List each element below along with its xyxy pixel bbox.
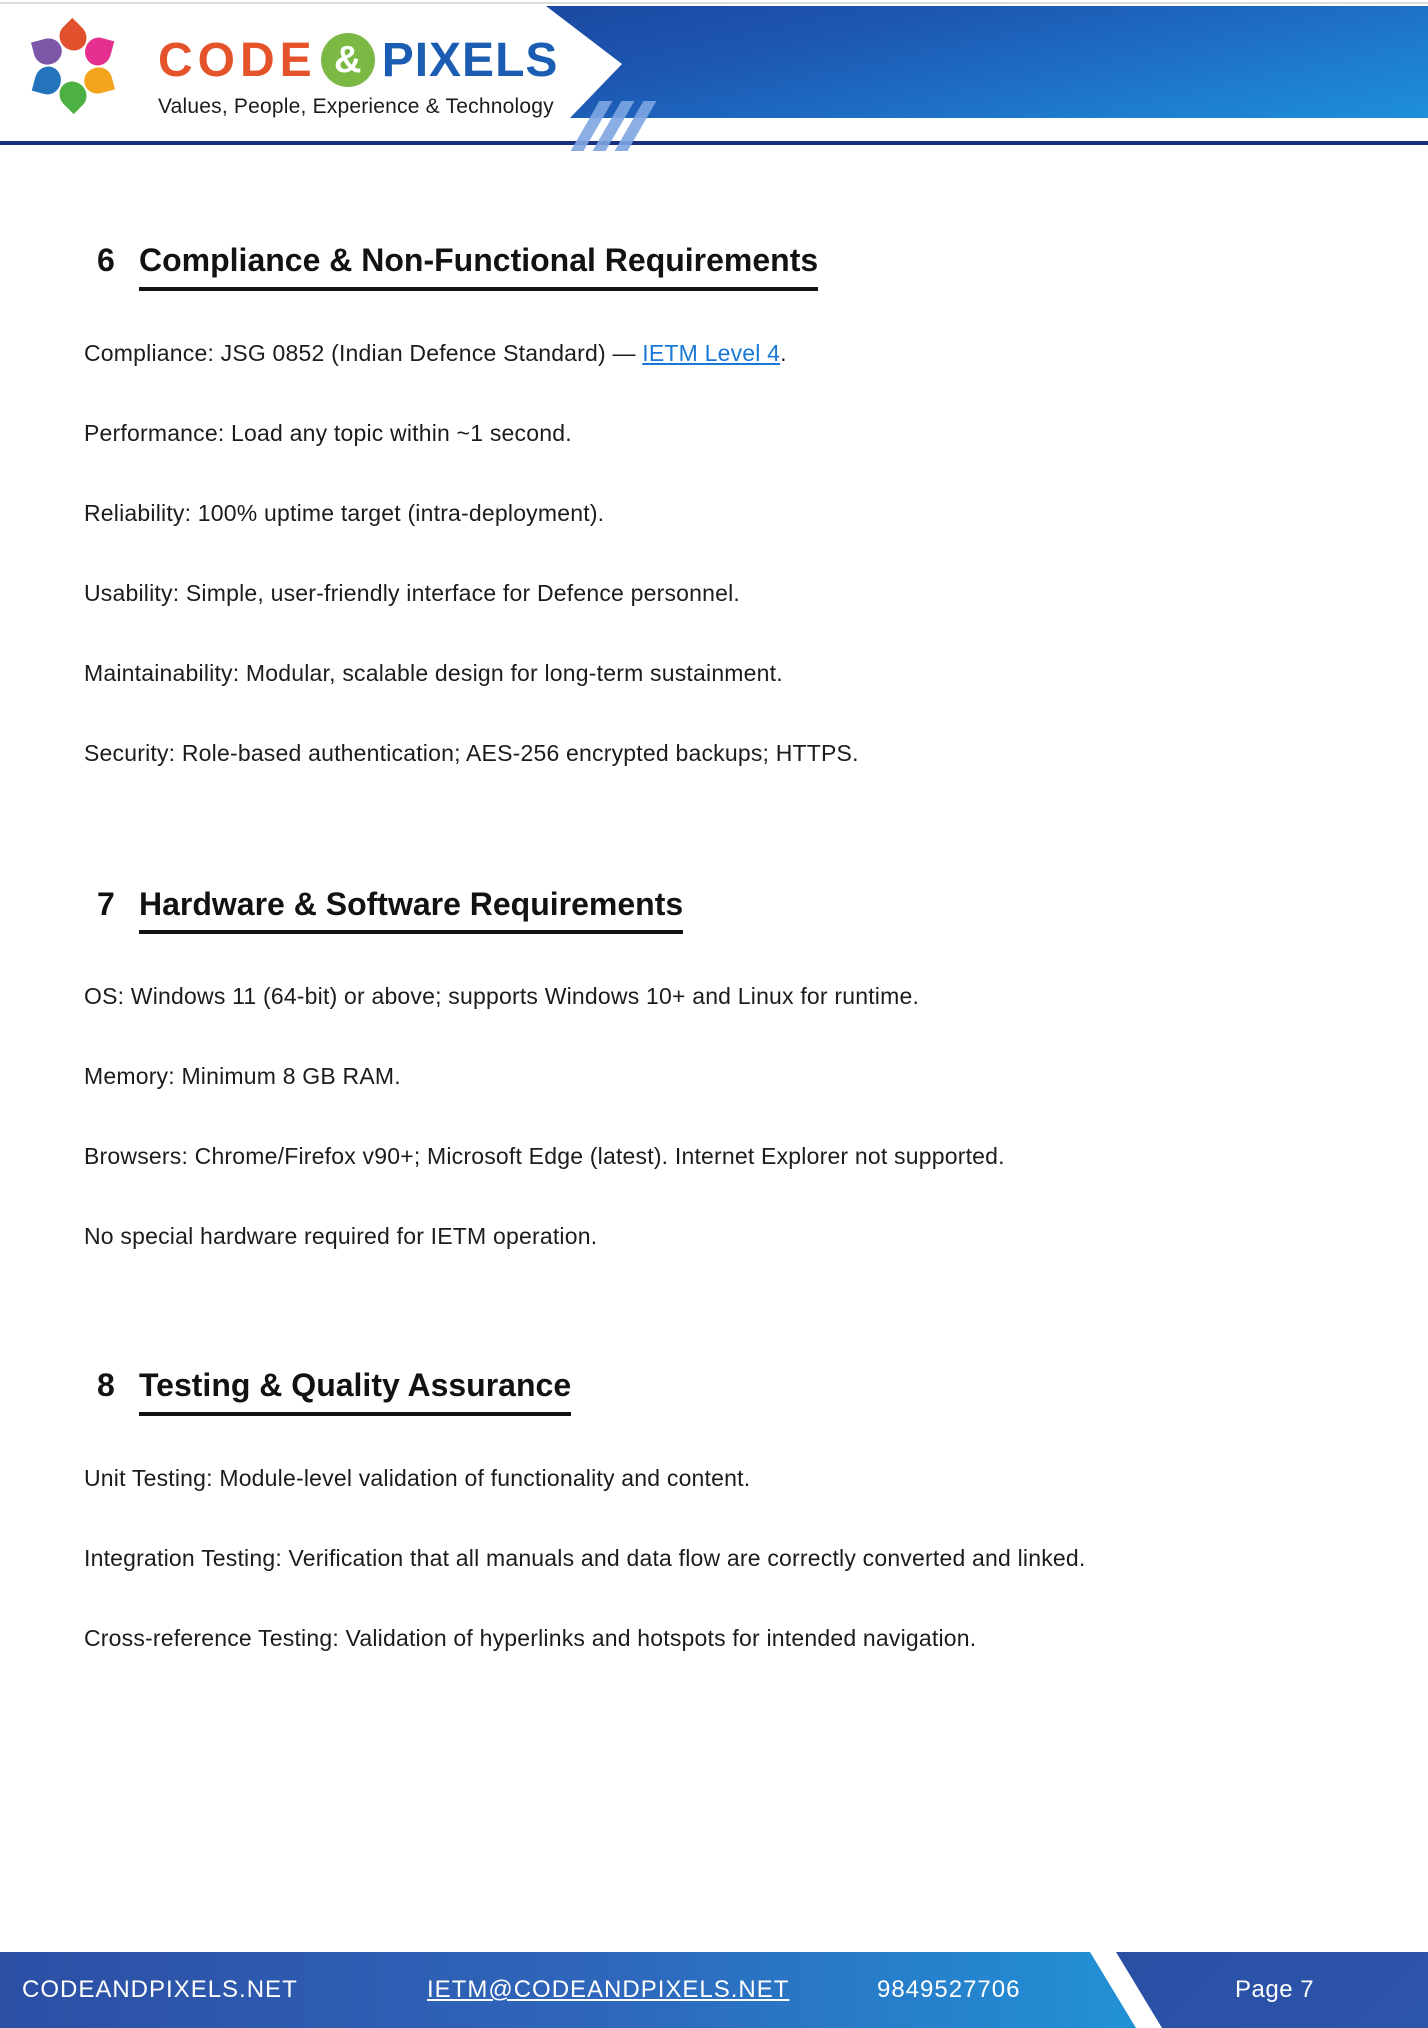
paragraph-integration-testing: Integration Testing: Verification that all manuals and data flow are correctly converted and linked. <box>84 1544 1086 1571</box>
paragraph-text: . <box>780 339 787 366</box>
company-logo <box>158 30 578 119</box>
section-title: Hardware & Software Requirements <box>139 884 683 935</box>
paragraph-crossref-testing: Cross-reference Testing: Validation of hyperlinks and hotspots for intended navigation. <box>84 1624 977 1651</box>
section-heading <box>84 240 1296 291</box>
paragraph-memory: Memory: Minimum 8 GB RAM. <box>84 1063 401 1090</box>
section-heading <box>84 884 1296 935</box>
section-title: Compliance & Non-Functional Requirements <box>139 240 818 291</box>
logo-tagline: Values, People, Experience & Technology <box>158 95 554 118</box>
header-divider-line <box>0 141 1428 145</box>
footer-phone: 9849527706 <box>877 1976 1021 2003</box>
section-hardware-software <box>84 884 1296 1263</box>
paragraph-browsers: Browsers: Chrome/Firefox v90+; Microsoft Edge (latest). Internet Explorer not supported. <box>84 1143 1005 1170</box>
logo-word-code: CODE <box>158 33 317 87</box>
section-testing-qa <box>84 1365 1296 1664</box>
paragraph-unit-testing: Unit Testing: Module-level validation of functionality and content. <box>84 1464 751 1491</box>
page-header <box>0 0 1428 150</box>
section-heading <box>84 1365 1296 1416</box>
section-title: Testing & Quality Assurance <box>139 1365 571 1416</box>
paragraph-performance: Performance: Load any topic within ~1 second. <box>84 419 572 446</box>
ietm-level-4-link[interactable]: IETM Level 4 <box>642 339 781 366</box>
section-number: 8 <box>97 1367 115 1404</box>
paragraph-security: Security: Role-based authentication; AES-256 encrypted backups; HTTPS. <box>84 739 859 766</box>
paragraph-maintainability: Maintainability: Modular, scalable design for long-term sustainment. <box>84 659 783 686</box>
footer-email-link[interactable]: IETM@CODEANDPIXELS.NET <box>427 1976 790 2003</box>
footer-website: CODEANDPIXELS.NET <box>22 1976 298 2003</box>
section-number: 7 <box>97 885 115 922</box>
paragraph-reliability: Reliability: 100% uptime target (intra-deployment). <box>84 499 605 526</box>
logo-ampersand-badge: & <box>321 33 375 87</box>
paragraph-hardware: No special hardware required for IETM operation. <box>84 1223 598 1250</box>
paragraph-compliance <box>84 327 1296 379</box>
logo-pinwheel-icon <box>26 18 120 112</box>
paragraph-text: Compliance: JSG 0852 (Indian Defence Standard) — <box>84 339 643 366</box>
paragraph-os: OS: Windows 11 (64-bit) or above; supports Windows 10+ and Linux for runtime. <box>84 983 920 1010</box>
page-footer <box>0 1952 1428 2028</box>
section-compliance <box>84 240 1296 779</box>
section-number: 6 <box>97 242 115 278</box>
footer-page-number: Page 7 <box>1235 1976 1315 2003</box>
top-hairline-divider <box>0 2 1428 4</box>
document-body <box>84 146 1296 1692</box>
logo-word-pixels: PIXELS <box>381 33 559 87</box>
paragraph-usability: Usability: Simple, user-friendly interface for Defence personnel. <box>84 579 741 606</box>
